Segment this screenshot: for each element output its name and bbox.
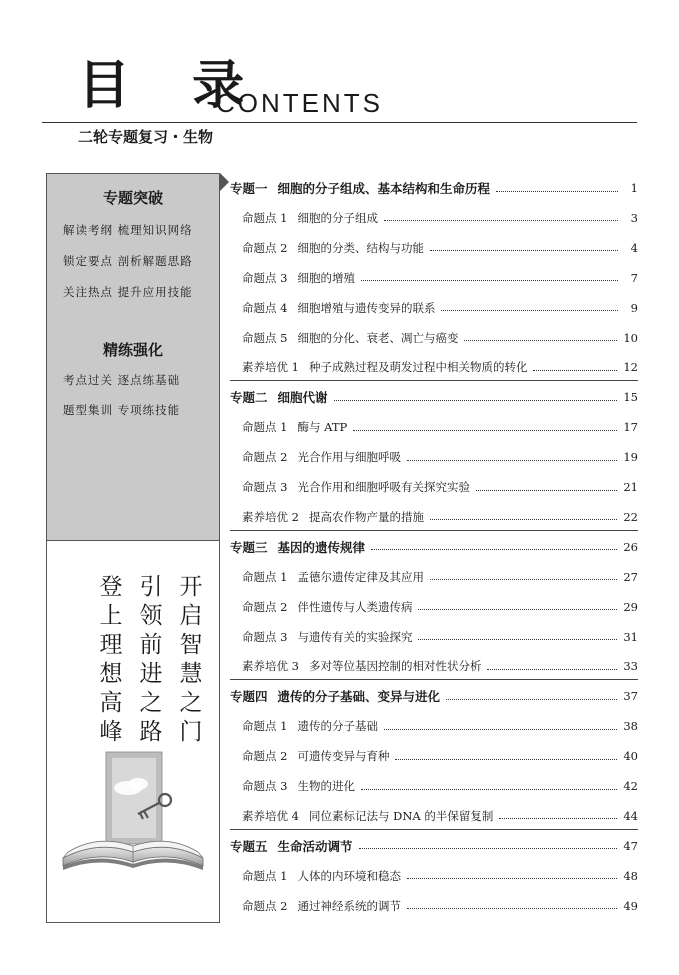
toc-title: 同位素标记法与 DNA 的半保留复制 xyxy=(308,808,494,823)
toc-entry-row[interactable] xyxy=(230,328,638,348)
toc-leader-dots xyxy=(361,789,617,790)
book-subtitle: 二轮专题复习・生物 xyxy=(78,128,214,146)
toc-label: 专题一 xyxy=(230,181,268,196)
toc-entry-row[interactable] xyxy=(230,208,638,228)
toc-title: 与遗传有关的实验探究 xyxy=(297,629,413,644)
toc-leader-dots xyxy=(430,250,618,251)
slogan-column: 开启智慧之门 xyxy=(179,574,203,745)
toc-label: 命题点 2 xyxy=(242,599,288,614)
toc-title: 酶与 ATP xyxy=(297,420,348,435)
sidebar-line: 解读考纲 梳理知识网络 xyxy=(63,223,193,237)
toc-label: 命题点 3 xyxy=(242,779,288,793)
sidebar-line: 题型集训 专项练技能 xyxy=(63,403,181,417)
toc-label: 命题点 2 xyxy=(242,898,288,913)
toc-title: 孟德尔遗传定律及其应用 xyxy=(297,569,424,584)
toc-title: 细胞的分化、衰老、凋亡与癌变 xyxy=(297,330,459,345)
toc-label: 命题点 1 xyxy=(242,868,288,883)
toc-page-number: 9 xyxy=(630,300,638,315)
toc-label: 命题点 4 xyxy=(242,300,288,315)
toc-page-number: 3 xyxy=(630,210,638,225)
sidebar-line: 考点过关 逐点练基础 xyxy=(63,373,181,387)
toc-title: 光合作用和细胞呼吸有关探究实验 xyxy=(297,480,470,494)
toc-label: 命题点 1 xyxy=(242,420,288,435)
toc-label: 命题点 2 xyxy=(242,240,288,255)
toc-label: 专题二 xyxy=(230,390,268,406)
section-heading-jinglian: 精练强化 xyxy=(102,341,163,359)
toc-title: 细胞的增殖 xyxy=(297,270,355,285)
toc-title: 细胞的分子组成 xyxy=(297,210,378,225)
toc-title: 伴性遗传与人类遗传病 xyxy=(297,599,413,614)
toc-title: 细胞的分类、结构与功能 xyxy=(297,240,424,255)
toc-entry-row[interactable] xyxy=(230,417,638,437)
slogan-column: 登上理想高峰 xyxy=(99,574,123,745)
toc-leader-dots xyxy=(430,519,617,520)
toc-page-number: 29 xyxy=(623,599,638,614)
toc-leader-dots xyxy=(407,460,617,461)
toc-page-number: 42 xyxy=(623,779,638,793)
toc-page-number: 1 xyxy=(630,181,638,195)
toc-label: 素养培优 3 xyxy=(242,659,299,674)
toc-leader-dots xyxy=(384,729,617,730)
toc-page-number: 10 xyxy=(623,330,638,345)
toc-page-number: 44 xyxy=(623,808,638,823)
toc-label: 命题点 1 xyxy=(242,569,288,584)
toc-leader-dots xyxy=(499,818,617,819)
toc-chapter-row[interactable] xyxy=(230,537,638,557)
toc-leader-dots xyxy=(371,549,617,550)
toc-label: 命题点 5 xyxy=(242,330,288,345)
toc-chapter-row[interactable] xyxy=(230,836,638,856)
chapter-divider xyxy=(230,530,638,531)
chapter-divider xyxy=(230,679,638,680)
toc-label: 素养培优 1 xyxy=(242,360,299,375)
toc-leader-dots xyxy=(446,699,617,700)
page-title: 目 录 xyxy=(78,55,267,116)
toc-entry-row[interactable] xyxy=(230,268,638,288)
toc-label: 命题点 2 xyxy=(242,749,288,764)
toc-page-number: 37 xyxy=(623,689,638,704)
toc-page-number: 26 xyxy=(623,539,638,554)
toc-label: 命题点 3 xyxy=(242,270,288,285)
toc-entry-row[interactable] xyxy=(230,896,638,916)
toc-entry-row[interactable] xyxy=(230,866,638,886)
toc-page-number: 47 xyxy=(623,838,638,853)
toc-page-number: 38 xyxy=(623,719,638,734)
toc-entry-row[interactable] xyxy=(230,716,638,736)
toc-title: 提高农作物产量的措施 xyxy=(308,509,424,524)
toc-title: 种子成熟过程及萌发过程中相关物质的转化 xyxy=(308,360,528,375)
chapter-divider xyxy=(230,380,638,381)
toc-page-number: 17 xyxy=(623,420,638,435)
toc-entry-row[interactable] xyxy=(230,806,638,826)
toc-entry-row[interactable] xyxy=(230,507,638,527)
toc-title: 遗传的分子基础、变异与进化 xyxy=(277,689,441,705)
header-divider xyxy=(42,122,637,123)
toc-page-number: 12 xyxy=(623,360,638,375)
toc-title: 生物的进化 xyxy=(297,779,355,793)
toc-label: 素养培优 2 xyxy=(242,509,299,524)
toc-page-number: 22 xyxy=(623,509,638,524)
toc-page-number: 40 xyxy=(623,749,638,764)
toc-label: 命题点 2 xyxy=(242,450,288,465)
toc-leader-dots xyxy=(334,400,618,401)
toc-title: 多对等位基因控制的相对性状分析 xyxy=(308,659,482,674)
toc-leader-dots xyxy=(476,490,617,491)
toc-chapter-row[interactable] xyxy=(230,387,638,407)
toc-title: 光合作用与细胞呼吸 xyxy=(297,450,401,465)
toc-leader-dots xyxy=(407,878,617,879)
toc-title: 可遗传变异与育种 xyxy=(297,749,390,764)
toc-page-number: 49 xyxy=(623,898,638,913)
open-book-with-key-icon xyxy=(58,748,208,878)
toc-leader-dots xyxy=(407,908,617,909)
toc-page-number: 15 xyxy=(623,390,638,405)
toc-page-number: 48 xyxy=(623,868,638,883)
toc-label: 专题五 xyxy=(230,838,268,854)
toc-entry-row[interactable] xyxy=(230,298,638,318)
toc-label: 专题四 xyxy=(230,689,268,705)
toc-leader-dots xyxy=(464,340,617,341)
toc-entry-row[interactable] xyxy=(230,776,638,796)
toc-entry-row[interactable] xyxy=(230,447,638,467)
toc-label: 素养培优 4 xyxy=(242,808,299,823)
toc-title: 通过神经系统的调节 xyxy=(297,898,401,913)
toc-leader-dots xyxy=(418,639,617,640)
toc-label: 专题三 xyxy=(230,539,268,555)
toc-page-number: 33 xyxy=(623,659,638,674)
toc-chapter-row[interactable] xyxy=(230,178,638,198)
toc-entry-row[interactable] xyxy=(230,238,638,258)
toc-leader-dots xyxy=(441,310,618,311)
toc-entry-row[interactable] xyxy=(230,567,638,587)
toc-leader-dots xyxy=(384,220,618,221)
toc-page-number: 7 xyxy=(630,270,638,285)
toc-label: 命题点 1 xyxy=(242,210,288,225)
toc-leader-dots xyxy=(353,430,617,431)
toc-page-number: 4 xyxy=(630,240,638,255)
toc-entry-row[interactable] xyxy=(230,357,638,377)
sidebar-line: 锁定要点 剖析解题思路 xyxy=(63,254,193,268)
toc-title: 细胞增殖与遗传变异的联系 xyxy=(297,300,436,315)
toc-page-number: 19 xyxy=(623,450,638,465)
toc-entry-row[interactable] xyxy=(230,656,638,676)
toc-page-number: 27 xyxy=(623,569,638,584)
sidebar-top-box xyxy=(47,174,219,541)
toc-leader-dots xyxy=(361,280,618,281)
toc-entry-row[interactable] xyxy=(230,627,638,647)
toc-title: 基因的遗传规律 xyxy=(277,539,366,555)
toc-page-number: 21 xyxy=(623,480,638,494)
toc-label: 命题点 1 xyxy=(242,719,288,734)
toc-page-number: 31 xyxy=(623,629,638,644)
sidebar-line: 关注热点 提升应用技能 xyxy=(63,285,193,299)
toc-leader-dots xyxy=(430,579,617,580)
toc-label: 命题点 3 xyxy=(242,629,288,644)
toc-chapter-row[interactable] xyxy=(230,686,638,706)
section-heading-zhuanti: 专题突破 xyxy=(102,189,163,207)
sidebar-pointer xyxy=(220,173,229,191)
toc-entry-row[interactable] xyxy=(230,597,638,617)
page-title-english: CONTENTS xyxy=(216,88,383,118)
toc-entry-row[interactable] xyxy=(230,746,638,766)
toc-label: 命题点 3 xyxy=(242,480,288,494)
toc-title: 生命活动调节 xyxy=(277,838,353,854)
toc-title: 细胞的分子组成、基本结构和生命历程 xyxy=(277,181,491,196)
toc-title: 人体的内环境和稳态 xyxy=(297,868,401,883)
toc-entry-row[interactable] xyxy=(230,477,638,497)
toc-leader-dots xyxy=(487,669,617,670)
toc-leader-dots xyxy=(359,848,618,849)
toc-title: 细胞代谢 xyxy=(277,390,328,406)
toc-leader-dots xyxy=(395,759,617,760)
toc-leader-dots xyxy=(418,609,617,610)
toc-leader-dots xyxy=(496,191,618,192)
toc-leader-dots xyxy=(533,370,617,371)
slogan-column: 引领前进之路 xyxy=(139,574,163,745)
toc-title: 遗传的分子基础 xyxy=(297,719,378,734)
chapter-divider xyxy=(230,829,638,830)
